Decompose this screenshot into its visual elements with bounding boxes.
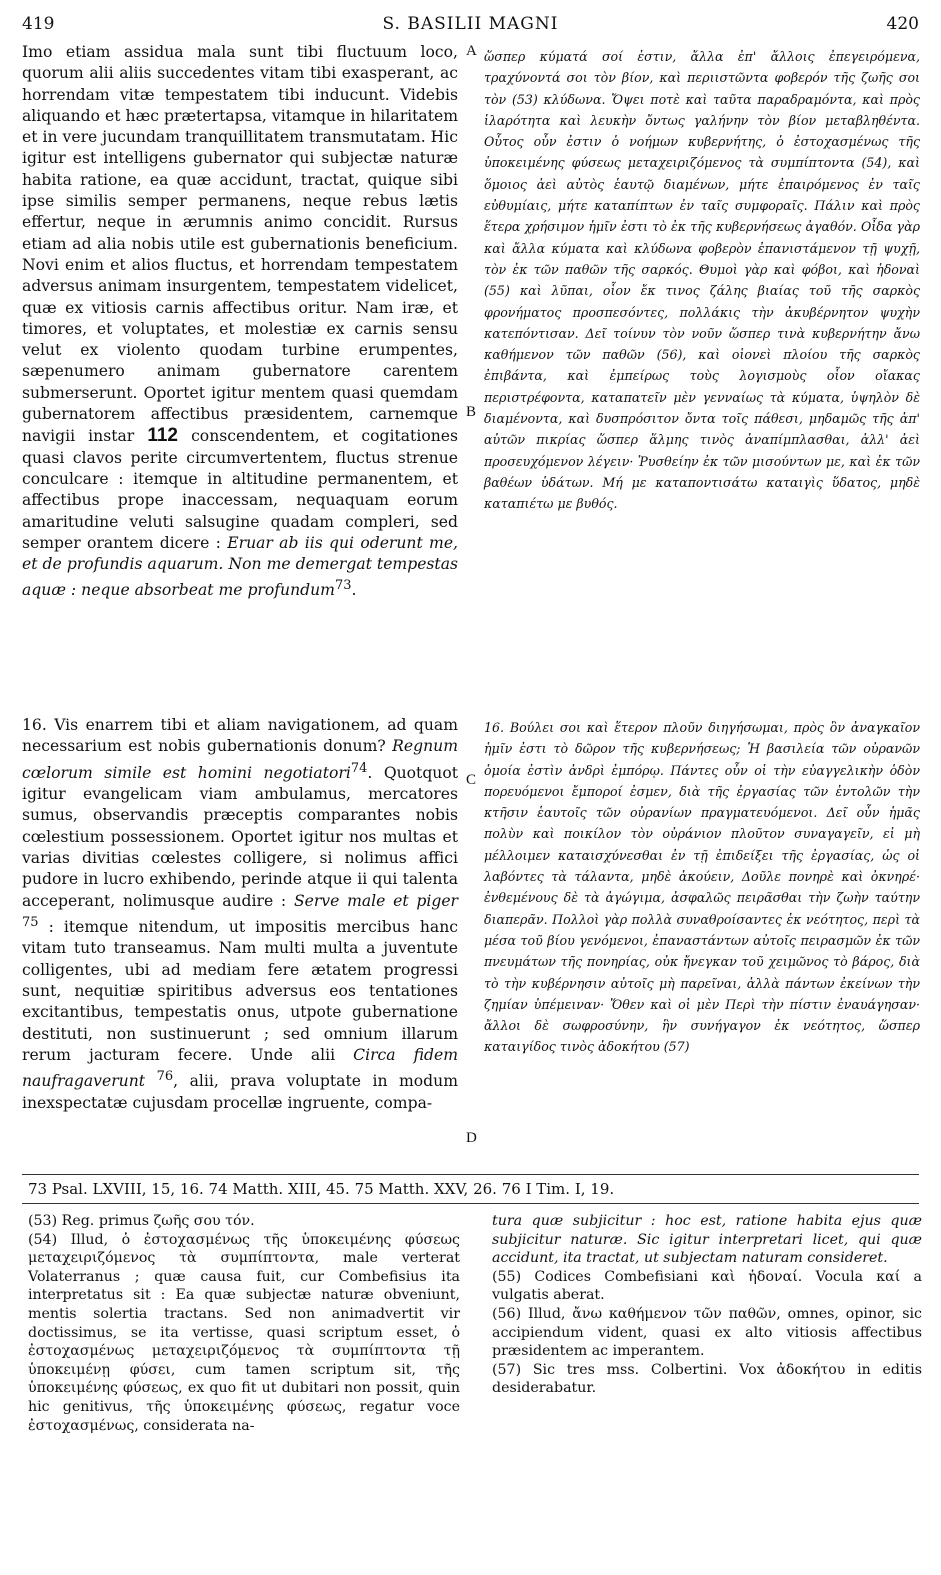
footnote-ref: 73 (334, 578, 352, 594)
latin-quotation: Eruar ab iis qui oderunt me, et de profundis aquarum. Non me demergat tempestas aquæ : neque absorbeat me profundum (22, 533, 459, 600)
latin-text: Quotquot igitur evangelicam viam ambulamus, mercatores sumus, observandis præceptis comparantes nobis cœlestium possessionem. Oportet igitur nos multas et varias divitias cœlestes colligere, si nolimus affici pudore in lucro exhibendo, perinde atque ii qui talenta acceperant, nolimusque audire : (22, 763, 459, 910)
scripture-references: 73 Psal. LXVIII, 15, 16. 74 Matth. XIII, 45. 75 Matth. XXV, 26. 76 I Tim. I, 19. (28, 1180, 615, 1198)
page-number-right: 420 (886, 14, 919, 34)
notes-left-column (28, 1212, 460, 1435)
note-55: (55) Codices Combefisiani καὶ ἡδοναί. Vocula καί a vulgatis aberat. (492, 1268, 922, 1304)
page-header (22, 14, 919, 38)
note-54: (54) Illud, ὁ ἐστοχασμένως τῆς ὑποκειμένης φύσεως μεταχειριζόμενος τὰ συμπίπτοντα, male verterat Volaterranus ; quæ causa fuit, cur Combefisius ita interpretatus sit : Ea quæ subjectæ naturæ obveniunt, mentis solertia tractans. Sed non animadvertit vir doctissimus, se ita vertisse, quasi scriptum esset, ὁ ἐστοχασμένως μεταχειριζόμενος τὰ συμπίπτοντα τῇ ὑποκειμένῃ φύσει, cum tamen scriptum sit, τῆς ὑποκειμένης φύσεως, ex quo fit ut dubitari non possit, quin hic genitivus, τῆς ὑποκειμένης φύσεως, regatur voce ἐστοχασμένως, considerata na- (28, 1231, 460, 1434)
notes-divider (22, 1203, 919, 1204)
running-title: S. BASILII MAGNI (382, 14, 559, 34)
latin-paragraph-16: 16. Vis enarrem tibi et aliam navigationem, ad quam necessarium est nobis gubernationis donum? Regnum cœlorum simile est homini negotiatori$^{74}$. Quotquot igitur evangelicam viam ambulamus, mercatores sumus, observandis præceptis comparantes nobis cœlestium possessionem. Oportet igitur nos multas et varias divitias cœlestes colligere, si nolimus affici pudore in lucro exhibendo, perinde atque ii qui talenta acceperant, nolimusque audire : Serve male et piger $^{75}$ : itemque nitendum, ut impositis mercibus hanc vitam tuto transeamus. Nam multi multa a juventute colligentes, ubi ad mediam fere ætatem progressi sunt, nequitiæ spiritibus adversus eos tentationes excitantibus, tempestatis onus, utpote gubernatione destituti, non sustinuerunt ; sed omnium illarum rerum jacturam fecere. Unde alii Circa fidem naufragaverunt $^{76}$, alii, prava voluptate in modum inexspectatæ cujusdam procellæ ingruente, compa- (22, 716, 459, 1112)
page-number-left: 419 (22, 14, 55, 34)
latin-quotation: Serve male et piger (293, 891, 458, 910)
note-57: (57) Sic tres mss. Colbertini. Vox ἀδοκήτου in editis desiderabatur. (492, 1361, 922, 1397)
greek-paragraph-16: 16. Βούλει σοι καὶ ἕτερον πλοῦν διηγήσωμαι, πρὸς ὃν ἀναγκαῖον ἡμῖν ἐστι τὸ δῶρον τῆς κυβερνήσεως; Ἡ βασιλεία τῶν οὐρανῶν ὁμοία ἐστὶν ἀνδρὶ ἐμπόρῳ. Πάντες οὖν οἱ τὴν εὐαγγελικὴν ὁδὸν πορευόμενοι ἔμποροί ἐσμεν, διὰ τῆς ἐργασίας τῶν ἐντολῶν τὴν κτῆσιν ἑαυτοῖς τῶν οὐρανίων πραγματευόμενοι. Δεῖ οὖν ἡμᾶς πολὺν καὶ ποικίλον τὸν οὐράνιον πλοῦτον συναγαγεῖν, εἰ μὴ μέλλοιμεν καταισχύνεσθαι ἐν τῇ ἐπιδείξει τῆς ἐργασίας, ὡς οἱ λαβόντες τὰ τάλαντα, μηδὲ ἀκούειν, Δοῦλε πονηρὲ καὶ ὀκνηρέ· ἐνθεμένους δὲ τὰ ἀγώγιμα, ἀσφαλῶς πειρᾶσθαι τὴν ζωὴν ταύτην διαπερᾶν. Πολλοὶ γὰρ πολλὰ συναθροίσαντες ἐκ νεότητος, περὶ τὰ μέσα τοῦ βίου γενόμενοι, ἐπαναστάντων αὐτοῖς πειρασμῶν ἐκ τῶν πνευμάτων τῆς πονηρίας, οὐκ ἤνεγκαν τοῦ χειμῶνος τὸ βάρος, διὰ τὸ τὴν κυβέρνησιν αὐτοῖς μὴ παρεῖναι, ἀλλὰ πάντων ἐκείνων τὴν ζημίαν ὑπέμειναν· Ὅθεν καὶ οἱ μὲν Περὶ τὴν πίστιν ἐναυάγησαν· ἄλλοι δὲ σωφροσύνην, ἣν συνήγαγον ἐκ νεότητος, ὥσπερ καταιγίδος τινὸς ἀδοκήτου (57) (484, 720, 920, 1055)
latin-quotation: Regnum cœlorum simile est homini negotiatori (22, 737, 458, 782)
footnote-ref: 76 (156, 1069, 174, 1085)
note-54-continued: tura quæ subjicitur : hoc est, ratione habita ejus quæ subjicitur naturæ. Sic igitur interpretari licet, qui quæ accidunt, ita tractat, ut subjectam naturam consideret. (492, 1213, 922, 1267)
latin-text: , alii, prava voluptate in modum inexspectatæ cujusdam procellæ ingruente, compa- (22, 1072, 458, 1112)
latin-text: conscendentem, et cogitationes quasi clavos perite circumvertentem, fluctus strenue conculcare : itemque in altitudine permanentem, et affectibus prope inaccessam, nequaquam eorum amaritudine veluti salsugine quadam compleri, sed semper orantem dicere : (22, 427, 458, 552)
latin-paragraph-15: Imo etiam assidua mala sunt tibi fluctuum loco, quorum alii aliis succedentes vitam tibi exasperant, ac horrendam vitæ tempestatem tibi inducunt. Videbis aliquando et hæc prætertapsa, vitamque in hilaritatem et in vere jucundam tranquillitatem transmutatam. Hic igitur est intelligens gubernator qui subjectæ naturæ habita ratione, ea quæ accidunt, tractat, quique sibi ipse similis semper permanens, neque rebus lætis effertur, neque in ærumnis animo concidit. Rursus etiam ad alia nobis utile est gubernationis beneficium. Novi enim et alios fluctus, et horrendam tempestatem adversus animam insurgentem, tempestatem videlicet, quæ ex vitiosis carnis affectibus oritur. Nam iræ, et timores, et voluptates, et molestiæ ex carnis sensu velut ex violento quodam turbine erumpentes, sæpenumero animam gubernatore carentem submerserunt. Oportet igitur mentem quasi quemdam gubernatorem affectibus præsidentem, carnemque navigii instar 112 conscendentem, et cogitationes quasi clavos perite circumvertentem, fluctus strenue conculcare : itemque in altitudine permanentem, et affectibus prope inaccessam, nequaquam eorum amaritudine veluti salsugine quadam compleri, sed semper orantem dicere : Eruar ab iis qui oderunt me, et de profundis aquarum. Non me demergat tempestas aquæ : neque absorbeat me profundum$^{73}$. (22, 43, 459, 600)
latin-text: : itemque nitendum, ut impositis mercibus hanc vitam tuto transeamus. Nam multi multa a juventute colligentes, ubi ad mediam fere ætatem progressi sunt, nequitiæ spiritibus adversus eos tentationes excitantibus, tempestatis onus, utpote gubernatione destituti, non sustinuerunt ; sed omnium illarum rerum jacturam fecere. Unde alii (22, 918, 458, 1064)
notes-right-column (492, 1212, 922, 1398)
note-56: (56) Illud, ἄνω καθήμενον τῶν παθῶν, omnes, opinor, sic accipiendum vident, quasi ex alto vitiosis affectibus præsidentem ac imperantem. (492, 1305, 922, 1360)
footnote-ref: 74 (350, 760, 368, 776)
greek-paragraph-15: ὥσπερ κύματά σοί ἐστιν, ἄλλα ἐπ' ἄλλοις ἐπεγειρόμενα, τραχύνοντά σοι τὸν βίον, καὶ περιιστῶντα φοβερόν τῆς ζωῆς σοι τὸν (53) κλύδωνα. Ὄψει ποτὲ καὶ ταῦτα παραδραμόντα, καὶ πρὸς ἱλαρότητα καὶ λευκὴν ὄντως γαλήνην τὸν βίον μεταβληθέντα. Οὗτος οὖν ἐστιν ὁ νοήμων κυβερνήτης, ὁ ἐστοχασμένως τῆς ὑποκειμένης φύσεως μεταχειριζόμενος τὰ συμπίπτοντα (54), καὶ ὅμοιος ἀεὶ αὐτὸς ἑαυτῷ διαμένων, μήτε ἐπαιρόμενος ἐν ταῖς εὐθυμίαις, μήτε καταπίπτων ἐν ταῖς συμφοραῖς. Πάλιν καὶ πρὸς ἕτερα χρήσιμον ἡμῖν ἐστι τὸ ἐκ τῆς κυβερνήσεως ἀγαθόν. Οἶδα γὰρ καὶ ἄλλα κύματα καὶ κλύδωνα φοβερὸν ἐπανιστάμενον τῇ ψυχῇ, τὸν ἐκ τῶν παθῶν τῆς σαρκός. Θυμοὶ γὰρ καὶ φόβοι, καὶ ἡδοναὶ (55) καὶ λῦπαι, οἷον ἔκ τινος ζάλης βιαίας τοῦ τῆς σαρκὸς φρονήματος προσπεσόντες, πολλάκις τὴν ἀκυβέρνητον ψυχὴν κατεπόντισαν. Δεῖ τοίνυν τὸν νοῦν ὥσπερ τινὰ κυβερνήτην ἄνω καθήμενον τῶν παθῶν (56), καὶ οἱονεὶ πλοίου τῆς σαρκὸς ἐπιβάντα, καὶ ἐμπείρως τοὺς λογισμοὺς οἷον οἴακας περιστρέφοντα, καταπατεῖν μὲν γενναίως τὰ κύματα, ὑψηλὸν δὲ διαμένοντα, καὶ δυσπρόσιτον ὄντα τοῖς πάθεσι, μηδαμῶς τῆς ἀπ' αὐτῶν πικρίας ὥσπερ ἅλμης τινὸς ἀναπίμπλασθαι, ἀλλ' ἀεὶ προσευχόμενον λέγειν· Ῥυσθείην ἐκ τῶν μισούντων με, καὶ ἐκ τῶν βαθέων ὑδάτων. Μή με καταποντισάτω καταιγὶς ὕδατος, μηδὲ καταπιέτω με βυθός. (484, 49, 920, 512)
note-53: (53) Reg. primus ζωῆς σου τόν. (28, 1213, 255, 1229)
margin-letter-d: D (466, 1130, 477, 1146)
margin-letter-a: A (466, 43, 477, 59)
latin-text: Imo etiam assidua mala sunt tibi fluctuum loco, quorum alii aliis succedentes vitam tibi exasperant, ac horrendam vitæ tempestatem tibi inducunt. Videbis aliquando et hæc prætertapsa, vitamque in hilaritatem et in vere jucundam tranquillitatem transmutatam. Hic igitur est intelligens gubernator qui subjectæ naturæ habita ratione, ea quæ accidunt, tractat, quique sibi ipse similis semper permanens, neque rebus lætis effertur, neque in ærumnis animo concidit. Rursus etiam ad alia nobis utile est gubernationis beneficium. Novi enim et alios fluctus, et horrendam tempestatem adversus animam insurgentem, tempestatem videlicet, quæ ex vitiosis carnis affectibus oritur. Nam iræ, et timores, et voluptates, et molestiæ ex carnis sensu velut ex violento quodam turbine erumpentes, sæpenumero animam gubernatore carentem submerserunt. Oportet igitur mentem quasi quemdam gubernatorem affectibus præsidentem, carnemque navigii instar (22, 43, 458, 446)
footnote-ref: 75 (22, 914, 39, 930)
latin-text: 16. Vis enarrem tibi et aliam navigationem, ad quam necessarium est nobis gubernationis donum? (22, 716, 458, 756)
column-number: 112 (147, 425, 178, 447)
margin-letter-b: B (466, 404, 477, 420)
margin-letter-c: C (466, 772, 477, 788)
footnote-divider (22, 1174, 919, 1175)
latin-quotation: Circa fidem naufragaverunt (22, 1045, 458, 1091)
